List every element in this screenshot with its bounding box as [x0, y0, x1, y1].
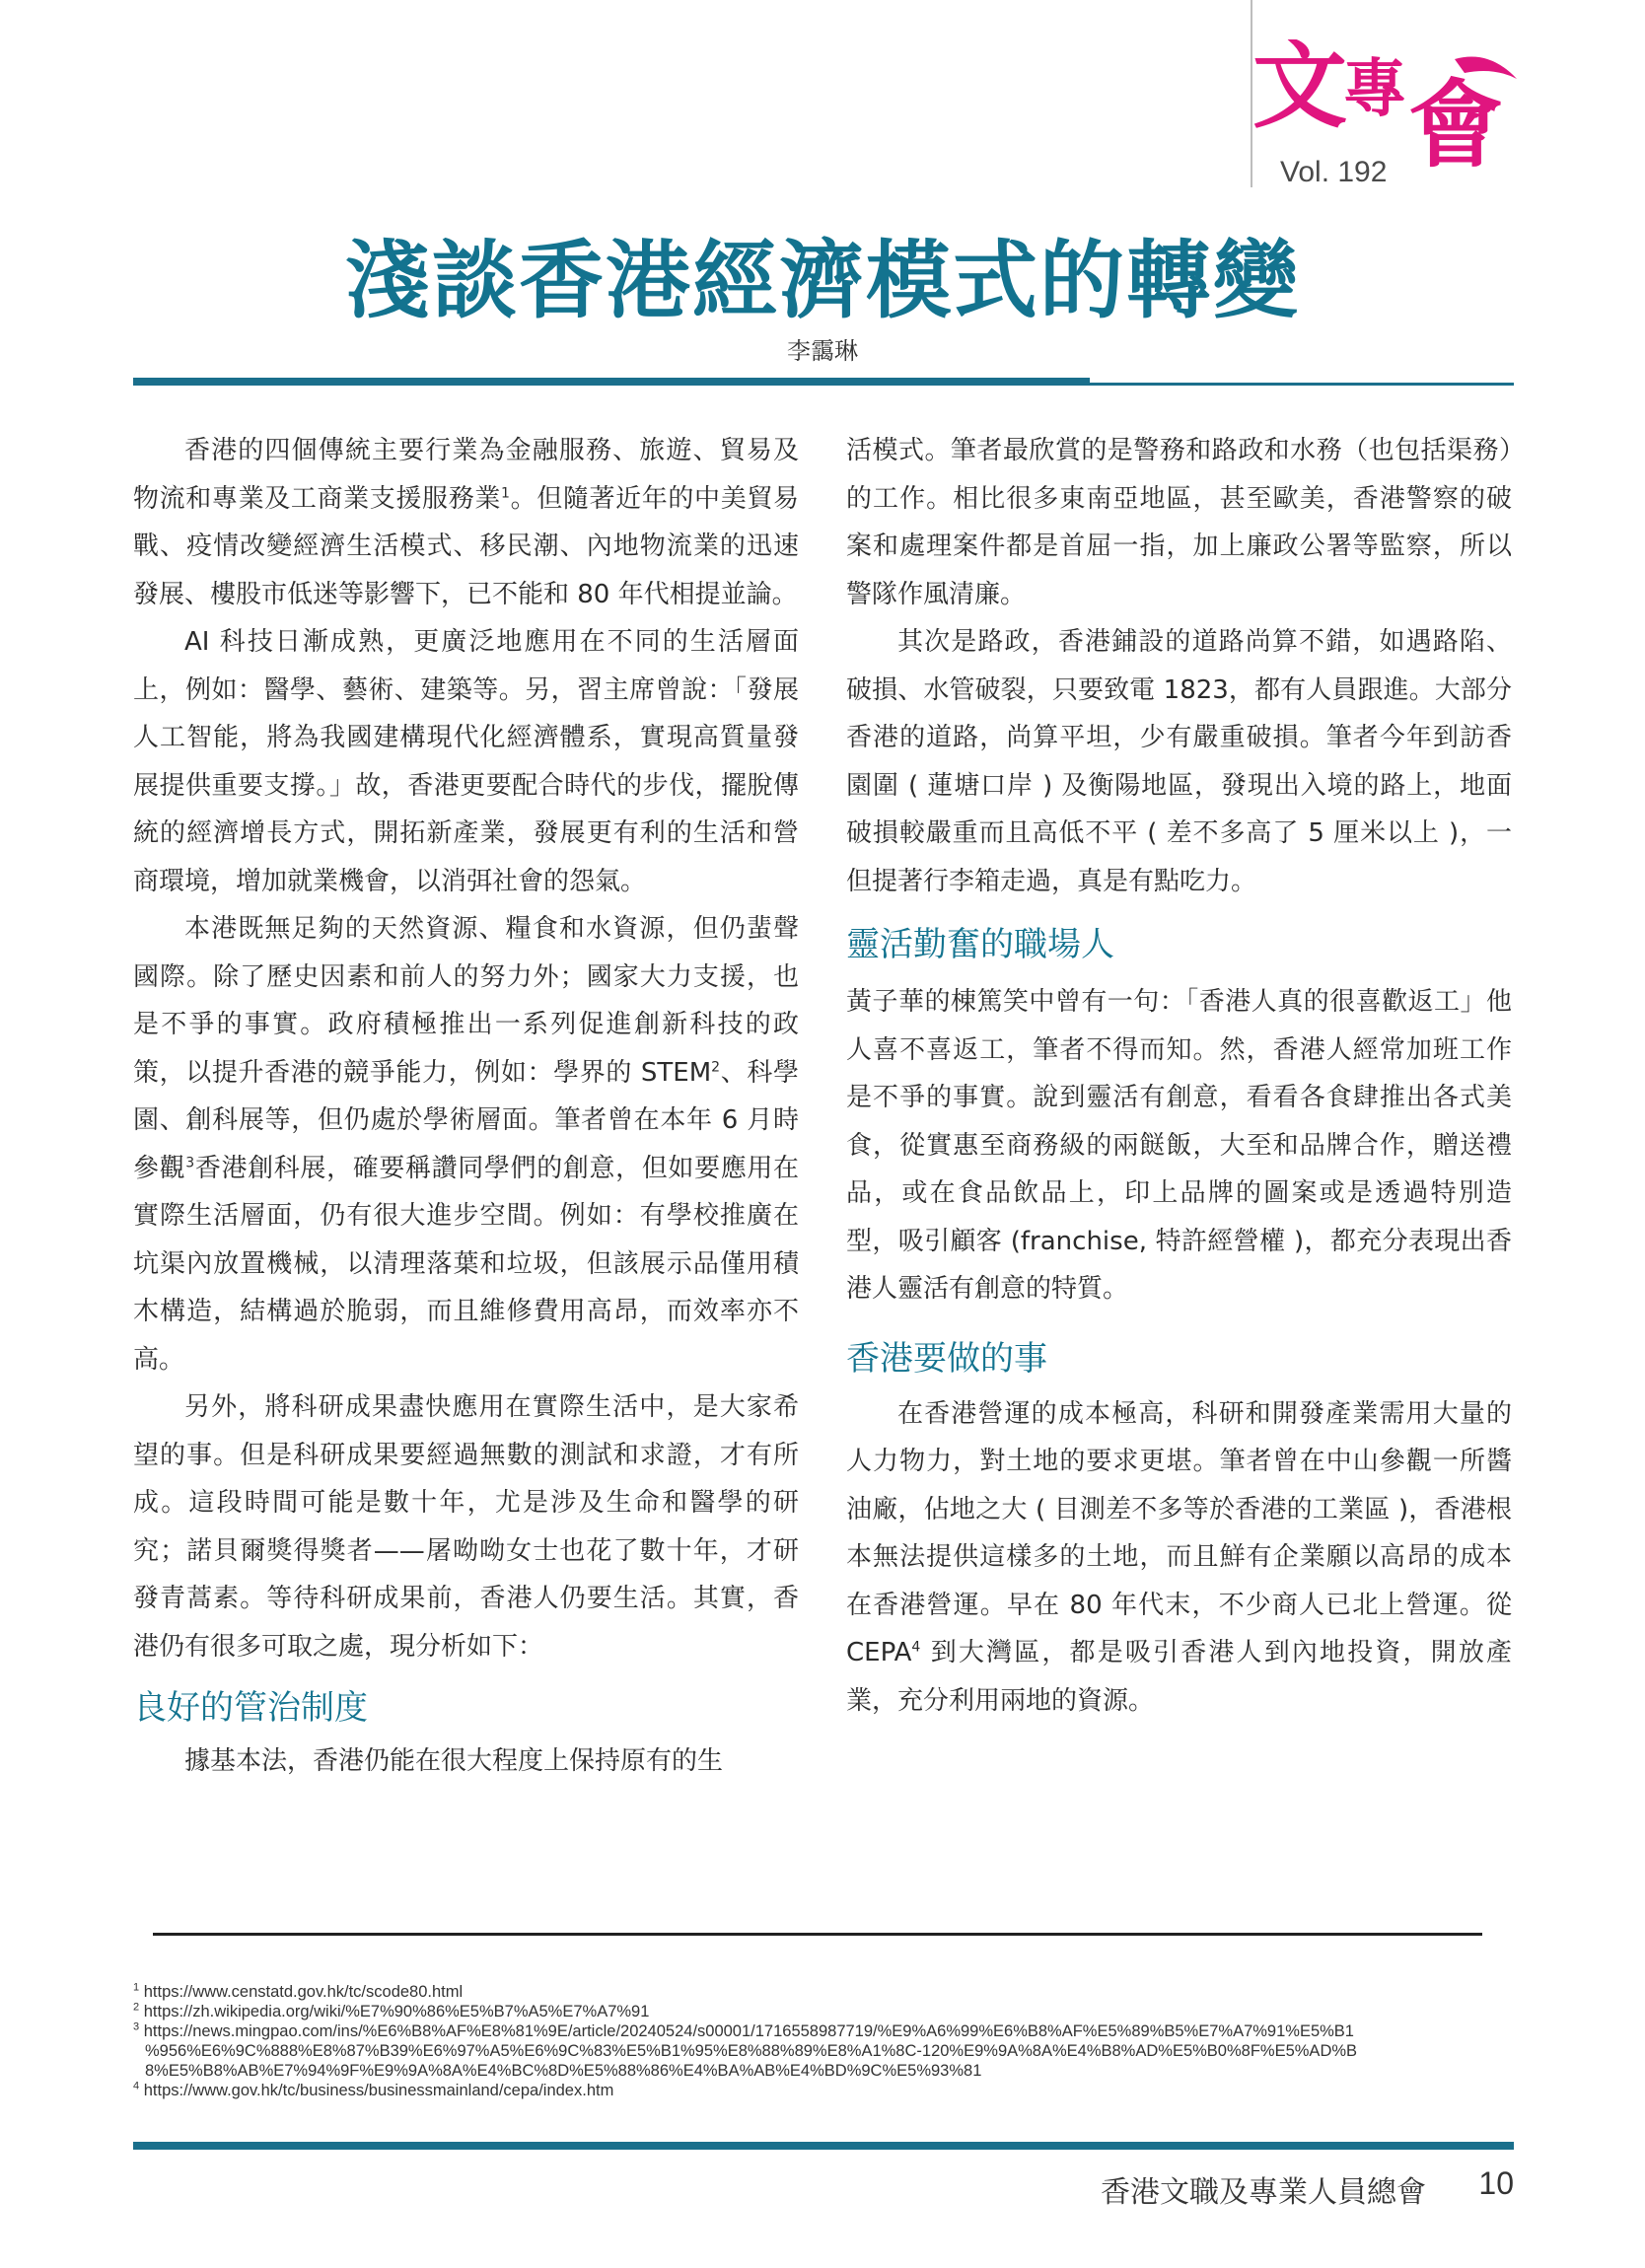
right-paragraph-1: 活模式。筆者最欣賞的是警務和路政和水務（也包括渠務）的工作。相比很多東南亞地區，甚至歐美，香港警察的破案和處理案件都是首屈一指，加上廉政公署等監察，所以警隊作風清廉。: [846, 436, 1512, 609]
logo-glyph-2: 專: [1343, 52, 1406, 126]
footnote-number: 4: [133, 2080, 140, 2092]
left-paragraph-1: [133, 427, 799, 618]
footnote-url: https://www.gov.hk/tc/business/businessmainland/cepa/index.htm: [143, 2082, 614, 2099]
footnote-url: https://zh.wikipedia.org/wiki/%E7%90%86%E5%B7%A5%E7%A7%91: [143, 2003, 650, 2020]
text-run: 香港創科展，確要稱讚同學們的創意，但如要應用在實際生活層面，仍有很大進步空間。例如：有學校推廣在坑渠內放置機械，以清理落葉和垃圾，但該展示品僅用積木構造，結構過於脆弱，而且維修費用高昂，而效率亦不高。: [133, 1153, 799, 1375]
footnote-url: https://www.censtatd.gov.hk/tc/scode80.html: [143, 1983, 464, 2001]
footnote-ref-2: 2: [711, 1058, 721, 1075]
section-heading-governance: 良好的管治制度: [133, 1688, 368, 1728]
section-heading-todo: 香港要做的事: [846, 1338, 1047, 1379]
volume-number: Vol. 192: [1280, 156, 1388, 188]
logo-glyph-1: 文: [1252, 39, 1347, 141]
footnote-number: 1: [133, 1981, 140, 1994]
right-paragraph-2: 其次是路政，香港鋪設的道路尚算不錯，如遇路陷、破損、水管破裂，只要致電 1823，都有人員跟進。大部分香港的道路，尚算平坦，少有嚴重破損。筆者今年到訪香園圍 ( 蓮塘口岸 ) 及衡陽地區，發現出入境的路上，地面破損較嚴重而且高低不平 ( 差不多高了 5 厘米以上 )，一但提著行李箱走過，真是有點吃力。: [846, 627, 1512, 896]
page-number: 10: [1478, 2165, 1514, 2201]
footnote-4: [133, 2081, 1514, 2100]
text-run: 香港的四個傳統主要行業為金融服務、旅遊、貿易及物流和專業及工商業支援服務業: [133, 436, 799, 514]
title-rule-thick: [133, 378, 1090, 386]
footnote-3-continued: 8%E5%B8%AB%E7%94%9F%E9%9A%8A%E4%BC%8D%E5%88%86%E4%BA%AB%E4%BD%9C%E5%93%81: [145, 2062, 982, 2080]
left-paragraph-2: AI 科技日漸成熟，更廣泛地應用在不同的生活層面上，例如：醫學、藝術、建築等。另，習主席曾說：「發展人工智能，將為我國建構現代化經濟體系，實現高質量發展提供重要支撐。」故，香港更要配合時代的步伐，擺脫傳統的經濟增長方式，開拓新產業，發展更有利的生活和營商環境，增加就業機會，以消弭社會的怨氣。: [133, 627, 799, 896]
right-column: [846, 427, 1512, 1725]
footnote-ref-3: 3: [185, 1154, 195, 1170]
footnote-url: https://news.mingpao.com/ins/%E6%B8%AF%E8%81%9E/article/20240524/s00001/1716558987719/%E9%A6%99%E6%B8%AF%E5%89%B5%E7%A7%91%E5%B1: [143, 2022, 1354, 2040]
organization-text: 香港文職及專業人員總會: [1101, 2175, 1426, 2210]
text-run: 到大灣區，都是吸引香港人到內地投資，開放產業，充分利用兩地的資源。: [846, 1638, 1512, 1716]
text-run: 本港既無足夠的天然資源、糧食和水資源，但仍蜚聲國際。除了歷史因素和前人的努力外；國家大力支援，也是不爭的事實。政府積極推出一系列促進創新科技的政策，以提升香港的競爭能力，例如：學界的 STEM: [133, 914, 799, 1088]
right-paragraph-4: [846, 1390, 1512, 1726]
right-paragraph-3: 黃子華的棟篤笑中曾有一句：「香港人真的很喜歡返工」他人喜不喜返工，筆者不得而知。然，香港人經常加班工作是不爭的事實。說到靈活有創意，看看各食肆推出各式美食，從實惠至商務級的兩餸飯，大至和品牌合作，贈送禮品，或在食品飲品上，印上品牌的圖案或是透過特別造型，吸引顧客 (franchise, 特許經營權 )，都充分表現出香港人靈活有創意的特質。: [846, 987, 1512, 1304]
section-heading-workforce: 靈活勤奮的職場人: [846, 925, 1114, 964]
left-paragraph-5: 據基本法，香港仍能在很大程度上保持原有的生: [184, 1746, 724, 1776]
left-paragraph-3: [133, 905, 799, 1383]
footnote-3-continued: %956%E6%9C%888%E8%87%B39%E6%97%A5%E6%9C%83%E5%B1%95%E8%88%89%E8%A1%8C-120%E9%9A%8A%E4%B8%AD%E5%B0%8F%E5%AD%B: [145, 2042, 1358, 2060]
footnote-number: 2: [133, 2001, 140, 2014]
text-run: 、科學園、創科展等，但仍處於學術層面。筆者曾在本年 6 月時參觀: [133, 1057, 799, 1183]
left-paragraph-4: 另外，將科研成果盡快應用在實際生活中，是大家希望的事。但是科研成果要經過無數的測試和求證，才有所成。這段時間可能是數十年，尤是涉及生命和醫學的研究；諾貝爾獎得獎者——屠呦呦女士也花了數十年，才研發青蒿素。等待科研成果前，香港人仍要生活。其實，香港仍有很多可取之處，現分析如下：: [133, 1392, 799, 1662]
footnote-3: [133, 2021, 1514, 2041]
footnote-ref-4: 4: [911, 1639, 921, 1656]
organization-name: [1101, 2167, 1487, 2211]
left-column: [133, 427, 799, 1786]
footnote-number: 3: [133, 2020, 140, 2033]
footnote-2: [133, 2002, 1514, 2021]
text-run: 在香港營運的成本極高，科研和開發產業需用大量的人力物力，對土地的要求更堪。筆者曾在中山參觀一所醬油廠，佔地之大 ( 目測差不多等於香港的工業區 )，香港根本無法提供這樣多的土地，而且鮮有企業願以高昂的成本在香港營運。早在 80 年代末，不少商人已北上營運。從 CEPA: [846, 1398, 1512, 1667]
article-title: 淺談香港經濟模式的轉變: [345, 231, 1300, 330]
footnotes: [133, 1982, 1514, 2100]
footer-bar: [133, 2142, 1514, 2150]
footnote-rule: [153, 1933, 1482, 1936]
footnote-1: [133, 1982, 1514, 2002]
logo-glyph-3: 會: [1408, 69, 1503, 180]
article-author: 李靄琳: [787, 337, 858, 365]
footnote-ref-1: 1: [501, 484, 510, 501]
text-run: 。但隨著近年的中美貿易戰、疫情改變經濟生活模式、移民潮、內地物流業的迅速發展、樓股市低迷等影響下，已不能和 80 年代相提並論。: [133, 483, 799, 609]
